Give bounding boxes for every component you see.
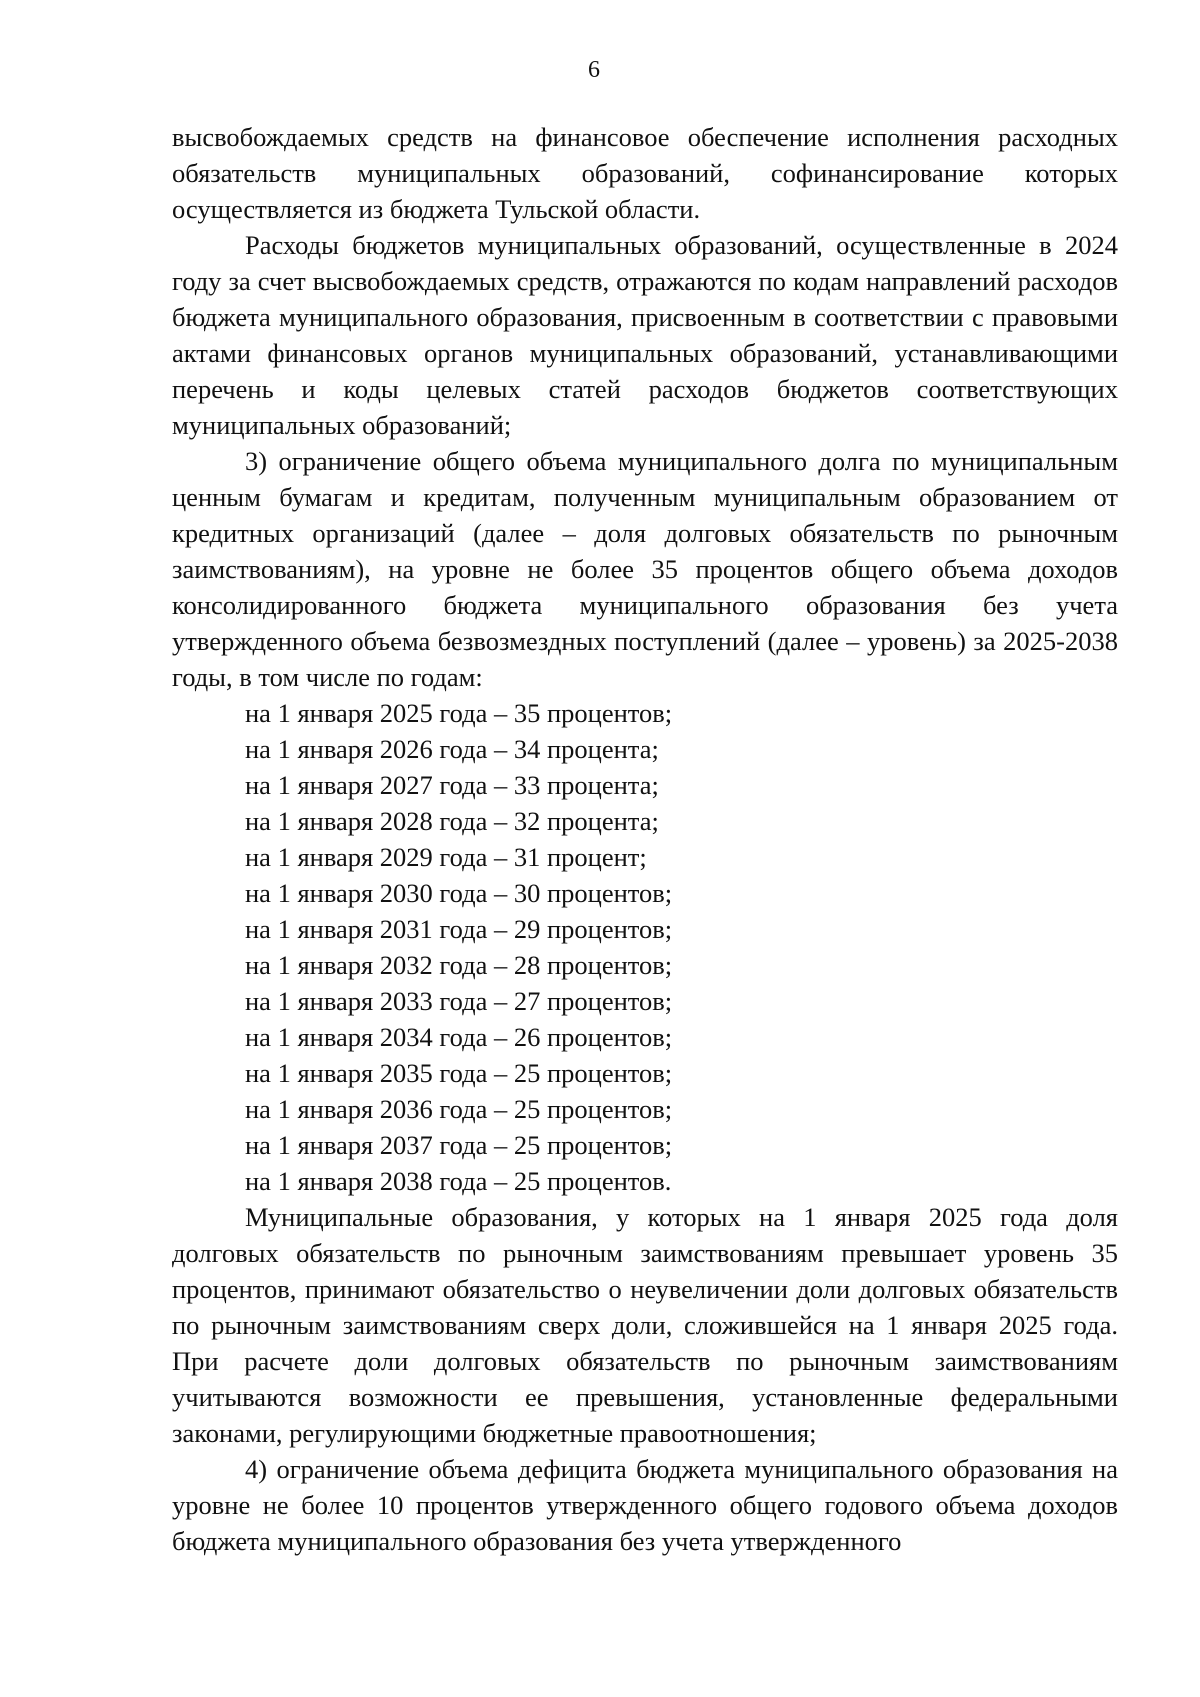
schedule-item: на 1 января 2031 года – 29 процентов; — [245, 914, 673, 944]
schedule-item: на 1 января 2037 года – 25 процентов; — [245, 1130, 673, 1160]
schedule-item: на 1 января 2025 года – 35 процентов; — [245, 698, 673, 728]
schedule-item: на 1 января 2028 года – 32 процента; — [245, 806, 659, 836]
paragraph-expenses: Расходы бюджетов муниципальных образований, осуществленные в 2024 году за счет высвобождаемых средств, отражаются по кодам направлений расходов бюджета муниципального образования, присвоенным в соответствии с правовыми актами финансовых органов муниципальных образований, устанавливающими перечень и коды целевых статей расходов бюджетов соответствующих муниципальных образований; — [172, 230, 1118, 440]
paragraph-continuation: высвобождаемых средств на финансовое обеспечение исполнения расходных обязательств муниципальных образований, софинансирование которых осуществляется из бюджета Тульской области. — [172, 122, 1118, 224]
paragraph-item-3: 3) ограничение общего объема муниципального долга по муниципальным ценным бумагам и кредитам, полученным муниципальным образованием от кредитных организаций (далее – доля долговых обязательств по рыночным заимствованиям), на уровне не более 35 процентов общего объема доходов консолидированного бюджета муниципального образования без учета утвержденного объема безвозмездных поступлений (далее – уровень) за 2025-2038 годы, в том числе по годам: — [172, 446, 1118, 692]
document-body — [172, 119, 1118, 1559]
schedule-item: на 1 января 2034 года – 26 процентов; — [245, 1022, 673, 1052]
schedule-item: на 1 января 2030 года – 30 процентов; — [245, 878, 673, 908]
schedule-item: на 1 января 2027 года – 33 процента; — [245, 770, 659, 800]
schedule-item: на 1 января 2032 года – 28 процентов; — [245, 950, 673, 980]
paragraph-item-4: 4) ограничение объема дефицита бюджета муниципального образования на уровне не более 10 процентов утвержденного общего годового объема доходов бюджета муниципального образования без учета утвержденного — [172, 1454, 1118, 1556]
schedule-item: на 1 января 2038 года – 25 процентов. — [245, 1166, 672, 1196]
schedule-item: на 1 января 2026 года – 34 процента; — [245, 734, 659, 764]
schedule-item: на 1 января 2029 года – 31 процент; — [245, 842, 647, 872]
schedule-item: на 1 января 2033 года – 27 процентов; — [245, 986, 673, 1016]
schedule-item: на 1 января 2036 года – 25 процентов; — [245, 1094, 673, 1124]
page-number: 6 — [588, 57, 600, 83]
schedule-item: на 1 января 2035 года – 25 процентов; — [245, 1058, 673, 1088]
paragraph-municipal-obligation: Муниципальные образования, у которых на 1 января 2025 года доля долговых обязательств по рыночным заимствованиям превышает уровень 35 процентов, принимают обязательство о неувеличении доли долговых обязательств по рыночным заимствованиям сверх доли, сложившейся на 1 января 2025 года. При расчете доли долговых обязательств по рыночным заимствованиям учитываются возможности ее превышения, установленные федеральными законами, регулирующими бюджетные правоотношения; — [172, 1202, 1118, 1448]
debt-limit-schedule — [172, 695, 1118, 1199]
